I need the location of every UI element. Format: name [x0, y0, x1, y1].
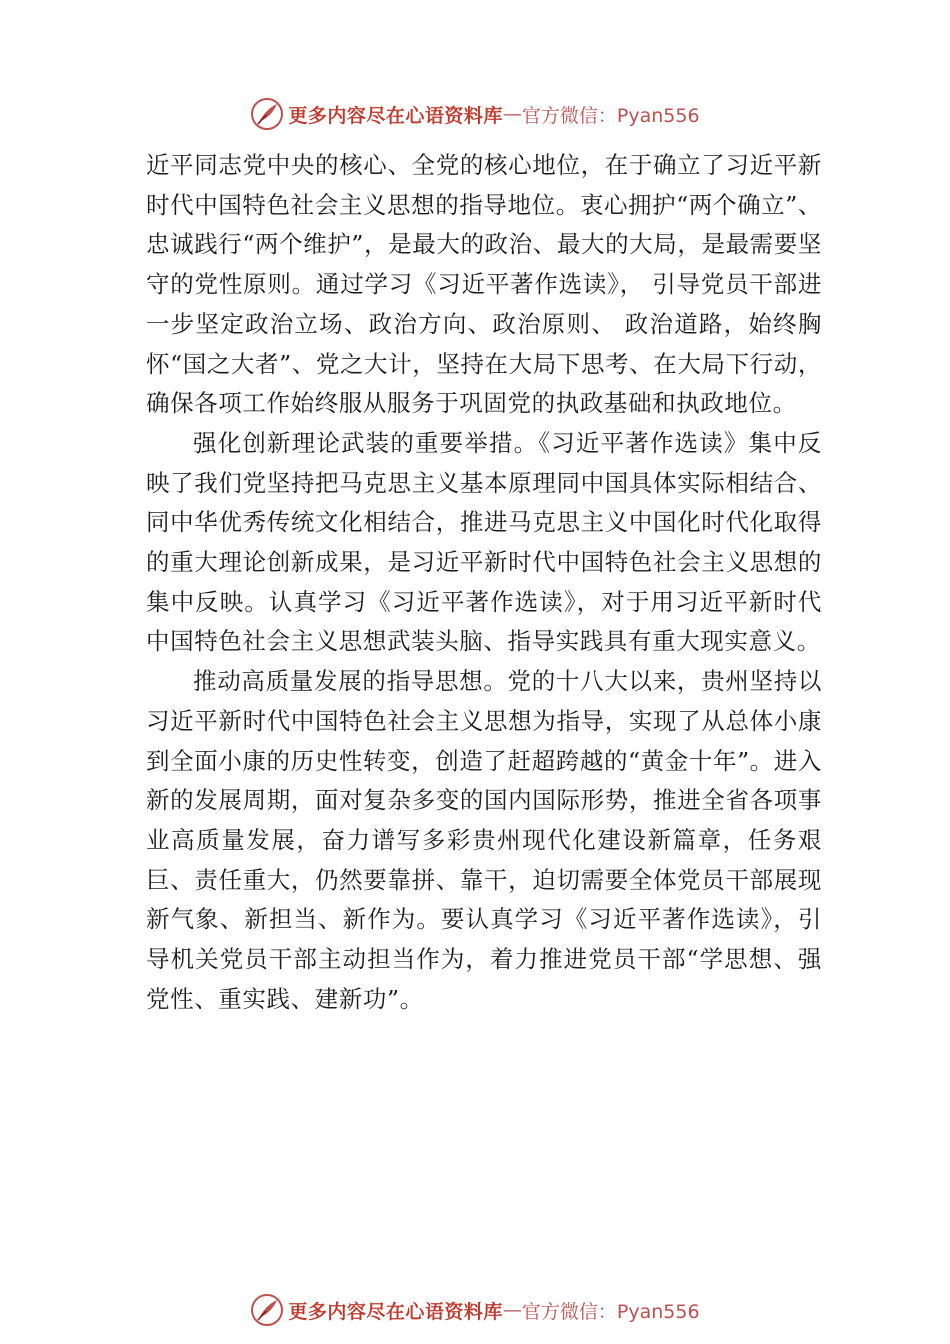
- footer-brand-text: 更多内容尽在心语资料库: [288, 1300, 503, 1323]
- header-banner: [0, 94, 950, 134]
- paragraph-continuation: 近平同志党中央的核心、全党的核心地位，在于确立了习近平新时代中国特色社会主义思想的指导地位。衷心拥护“两个确立”、忠诚践行“两个维护”，是最大的政治、最大的大局，是最需要坚守的党性原则。通过学习《习近平著作选读》， 引导党员干部进一步坚定政治立场、政治方向、政治原则、 政治道路，始终胸怀“国之大者”、党之大计，坚持在大局下思考、在大局下行动，确保各项工作始终服从服务于巩固党的执政基础和执政地位。: [146, 151, 822, 418]
- paragraph-high-quality-development: 推动高质量发展的指导思想。党的十八大以来，贵州坚持以习近平新时代中国特色社会主义思想为指导，实现了从总体小康到全面小康的历史性转变，创造了赶超跨越的“黄金十年”。进入新的发展周期，面对复杂多变的国内国际形势，推进全省各项事业高质量发展，奋力谱写多彩贵州现代化建设新篇章，任务艰巨、责任重大，仍然要靠拼、靠干，迫切需要全体党员干部展现新气象、新担当、新作为。要认真学习《习近平著作选读》，引导机关党员干部主动担当作为，着力推进党员干部“学思想、强党性、重实践、建新功”。: [146, 667, 822, 1013]
- header-brand-text: 更多内容尽在心语资料库: [288, 104, 503, 127]
- footer-banner: [0, 1290, 950, 1330]
- header-separator: —: [502, 103, 522, 125]
- feather-quill-logo-icon: [250, 1293, 284, 1327]
- footer-contact-text: 官方微信：Pyan556: [521, 1300, 700, 1323]
- document-body: [146, 146, 822, 1019]
- feather-quill-logo-icon: [250, 97, 284, 131]
- header-contact-text: 官方微信：Pyan556: [521, 104, 700, 127]
- footer-separator: —: [502, 1299, 522, 1321]
- paragraph-innovation-theory: 强化创新理论武装的重要举措。《习近平著作选读》集中反映了我们党坚持把马克思主义基本原理同中国具体实际相结合、同中华优秀传统文化相结合，推进马克思主义中国化时代化取得的重大理论创新成果，是习近平新时代中国特色社会主义思想的集中反映。认真学习《习近平著作选读》，对于用习近平新时代中国特色社会主义思想武装头脑、指导实践具有重大现实意义。: [146, 428, 822, 656]
